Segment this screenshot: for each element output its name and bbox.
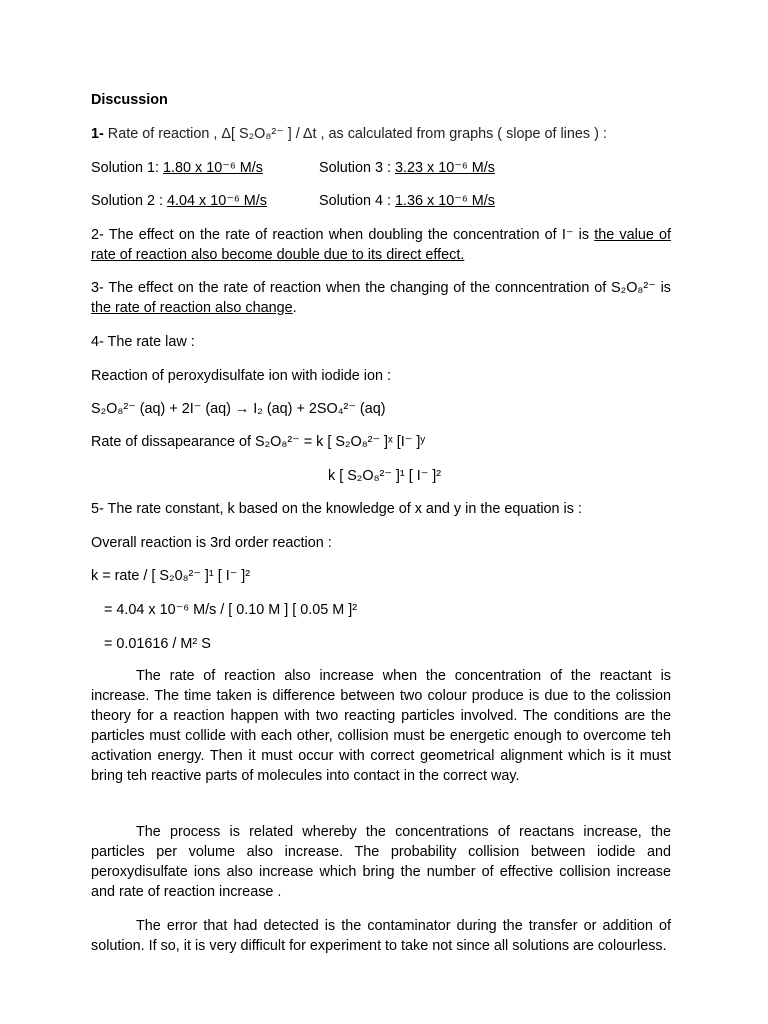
reaction-intro: Reaction of peroxydisulfate ion with iodide ion : <box>91 368 391 384</box>
solution-2-label: Solution 2 : <box>91 193 164 209</box>
k-equation-2: = 4.04 x 10⁻⁶ M/s / [ 0.10 M ] [ 0.05 M ]² <box>104 602 358 618</box>
paragraph-2: The process is related whereby the concentrations of reactans increase, the particles per volume also increase. The probability collision between iodide and peroxydisulfate ions also increase which bring the number of effective collision increase and rate of reaction increase . <box>91 824 671 900</box>
solution-1-label: Solution 1: <box>91 160 160 176</box>
item-5-title: 5- The rate constant, k based on the knowledge of x and y in the equation is : <box>91 501 582 517</box>
paragraph-1: The rate of reaction also increase when the concentration of the reactant is increase. The time taken is difference between two colour produce is due to the colission theory for a reaction happen with two reacting particles involved. The conditions are the particles must collide with each other, collision must be energetic enough to overcome teh activation energy. Then it must occur with correct geometrical alignment which is it must bring teh reactive parts of molecules into contact in the correct way. <box>91 668 671 784</box>
solution-3-label: Solution 3 : <box>319 160 392 176</box>
reaction-equation: S₂O₈²⁻ (aq) + 2I⁻ (aq) → I₂ (aq) + 2SO₄²⁻ (aq) <box>91 401 386 417</box>
item-3-text: 3- The effect on the rate of reaction when the changing of the conncentration of S₂O₈²⁻ is <box>91 280 671 296</box>
item-2 <box>91 225 671 265</box>
paragraph-3: The error that had detected is the contaminator during the transfer or addition of solution. If so, it is very difficult for experiment to take not since all solutions are colourless. <box>91 918 671 954</box>
solution-3-value: 3.23 x 10⁻⁶ M/s <box>395 160 495 176</box>
item-4-title: 4- The rate law : <box>91 334 195 350</box>
item-2-emphasis: the value of rate of reaction also become double due to its direct effect. <box>91 227 672 263</box>
solution-4-label: Solution 4 : <box>319 193 392 209</box>
section-heading: Discussion <box>91 92 168 108</box>
solution-3 <box>319 158 495 178</box>
solution-2-value: 4.04 x 10⁻⁶ M/s <box>167 193 267 209</box>
rate-expression-substituted: k [ S₂O₈²⁻ ]¹ [ I⁻ ]² <box>328 468 442 484</box>
item-3-emphasis: the rate of reaction also change <box>91 300 293 316</box>
item-3: 3- The effect on the rate of reaction when the changing of the conncentration of S₂O₈²⁻ is the rate of reaction also change. <box>91 280 671 316</box>
solution-4-value: 1.36 x 10⁻⁶ M/s <box>395 193 495 209</box>
item-2-text: 2- The effect on the rate of reaction when doubling the concentration of I⁻ is <box>91 227 590 243</box>
solution-row-1 <box>91 158 495 178</box>
solution-1-value: 1.80 x 10⁻⁶ M/s <box>163 160 263 176</box>
k-equation-3: = 0.01616 / M² S <box>104 636 211 652</box>
rate-expression: Rate of dissapearance of S₂O₈²⁻ = k [ S₂O₈²⁻ ]ˣ [I⁻ ]ʸ <box>91 434 425 450</box>
overall-order: Overall reaction is 3rd order reaction : <box>91 535 332 551</box>
k-equation-1: k = rate / [ S₂0₈²⁻ ]¹ [ I⁻ ]² <box>91 568 251 584</box>
item-1-heading: 1- Rate of reaction , Δ[ S₂O₈²⁻ ] / Δt , as calculated from graphs ( slope of lines ) : <box>91 126 607 142</box>
item-1-text: Rate of reaction , Δ[ S₂O₈²⁻ ] / Δt , as calculated from graphs ( slope of lines ) : <box>107 126 607 142</box>
solution-row-2 <box>91 191 495 211</box>
solution-4 <box>319 191 495 211</box>
